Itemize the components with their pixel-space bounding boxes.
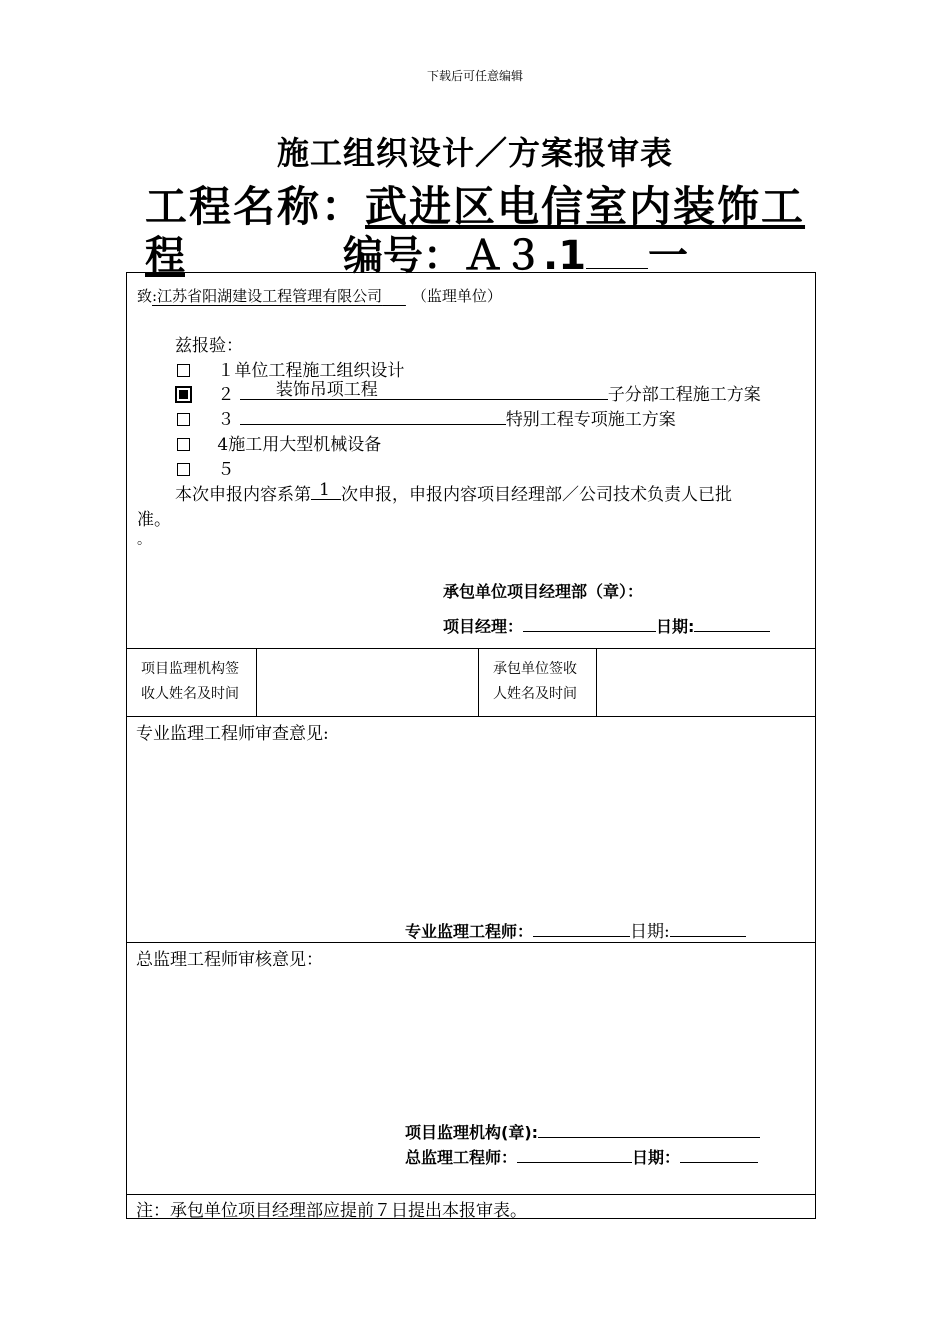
- item-2-fill: 装饰吊项工程: [275, 380, 378, 400]
- item-1-text: 单位工程施工组织设计: [234, 361, 405, 381]
- item-3-text: 特别工程专项施工方案: [505, 410, 676, 430]
- addressee-line: [137, 285, 502, 306]
- supervision-seal-label: 项目监理机构(章):: [405, 1123, 539, 1142]
- engineer-opinion-label: 专业监理工程师审查意见:: [136, 724, 329, 744]
- to-org[interactable]: :江苏省阳湖建设工程管理有限公司: [152, 287, 383, 305]
- item-1-checkbox[interactable]: [177, 364, 190, 377]
- contractor-sign-field[interactable]: [597, 649, 816, 717]
- item-2-fill-field[interactable]: [240, 382, 608, 400]
- to-prefix: 致: [137, 287, 153, 305]
- contractor-sign-label: [479, 649, 597, 717]
- to-suffix: （监理单位）: [411, 287, 502, 305]
- engineer-review-section: [127, 717, 816, 943]
- code-blank[interactable]: [586, 239, 648, 269]
- item-4: [177, 430, 381, 455]
- form-note: 注：承包单位项目经理部应提前７日提出本报审表。: [136, 1201, 527, 1221]
- chief-date-field[interactable]: [680, 1145, 758, 1163]
- submission-section: [127, 273, 816, 649]
- chief-opinion-label: 总监理工程师审核意见：: [136, 950, 323, 970]
- project-label: 工程名称：: [145, 182, 366, 231]
- project-name-part1: 武进区电信室内装饰工: [365, 182, 806, 231]
- header-note: 下载后可任意编辑: [426, 69, 523, 83]
- supervision-sign-field[interactable]: [257, 649, 479, 717]
- project-name-part2: 程: [145, 233, 185, 279]
- item-1-num: １: [217, 361, 235, 381]
- item-3-num: ３: [217, 410, 235, 430]
- chief-label: 总监理工程师：: [405, 1148, 518, 1167]
- item-2-num: ２: [217, 385, 235, 405]
- page-title: 施工组织设计／方案报审表: [276, 134, 673, 172]
- item-3-fill-field[interactable]: [240, 407, 506, 425]
- submission-statement: 本次申报内容系第 1 次申报，申报内容项目经理部／公司技术负责人已批: [175, 480, 732, 505]
- chief-field[interactable]: [517, 1145, 632, 1163]
- submission-statement-cont: 准。: [137, 510, 171, 530]
- supervision-sign-line2: 收人姓名及时间: [141, 686, 239, 702]
- pm-date-field[interactable]: [694, 614, 770, 632]
- pm-sign-line: [443, 614, 770, 637]
- code-suffix: 一: [648, 233, 689, 279]
- supervision-sign-label: [127, 649, 257, 717]
- pm-field[interactable]: [523, 614, 656, 632]
- item-2-checkbox[interactable]: [175, 386, 192, 403]
- item-4-text: 施工用大型机械设备: [228, 435, 382, 455]
- submission-count[interactable]: 1: [311, 482, 341, 500]
- intro-text: 兹报验：: [175, 336, 243, 356]
- contractor-sign-line2: 人姓名及时间: [493, 686, 577, 702]
- chief-review-section: [127, 943, 816, 1195]
- chief-date-label: 日期：: [632, 1148, 681, 1167]
- pm-date-label: 日期:: [656, 617, 695, 636]
- item-5: [177, 455, 234, 480]
- item-2-text: 子分部工程施工方案: [607, 385, 761, 405]
- item-4-checkbox[interactable]: [177, 438, 190, 451]
- note-section: [127, 1195, 816, 1219]
- engineer-sign-line: [405, 917, 746, 942]
- engineer-date-field[interactable]: [670, 919, 746, 937]
- item-3: [177, 405, 676, 430]
- supervision-sign-line1: 项目监理机构签: [141, 661, 239, 677]
- item-4-num: 4: [217, 435, 229, 455]
- stray-mark: 。: [137, 532, 151, 548]
- supervision-seal-line: [405, 1120, 760, 1143]
- code-label: 编号：Ａ３.1: [343, 233, 587, 279]
- engineer-date-label: 日期:: [630, 922, 670, 942]
- item-2: [175, 380, 761, 405]
- contractor-seal-label: 承包单位项目经理部（章）：: [443, 582, 644, 601]
- approval-form: [126, 272, 816, 1219]
- engineer-label: 专业监理工程师：: [405, 922, 534, 941]
- pm-label: 项目经理：: [443, 617, 524, 636]
- engineer-field[interactable]: [533, 919, 630, 937]
- chief-sign-line: [405, 1145, 758, 1168]
- contractor-sign-line1: 承包单位签收: [493, 661, 577, 677]
- item-5-num: ５: [217, 460, 235, 480]
- item-3-checkbox[interactable]: [177, 413, 190, 426]
- item-5-checkbox[interactable]: [177, 463, 190, 476]
- supervision-seal-field[interactable]: [538, 1120, 760, 1138]
